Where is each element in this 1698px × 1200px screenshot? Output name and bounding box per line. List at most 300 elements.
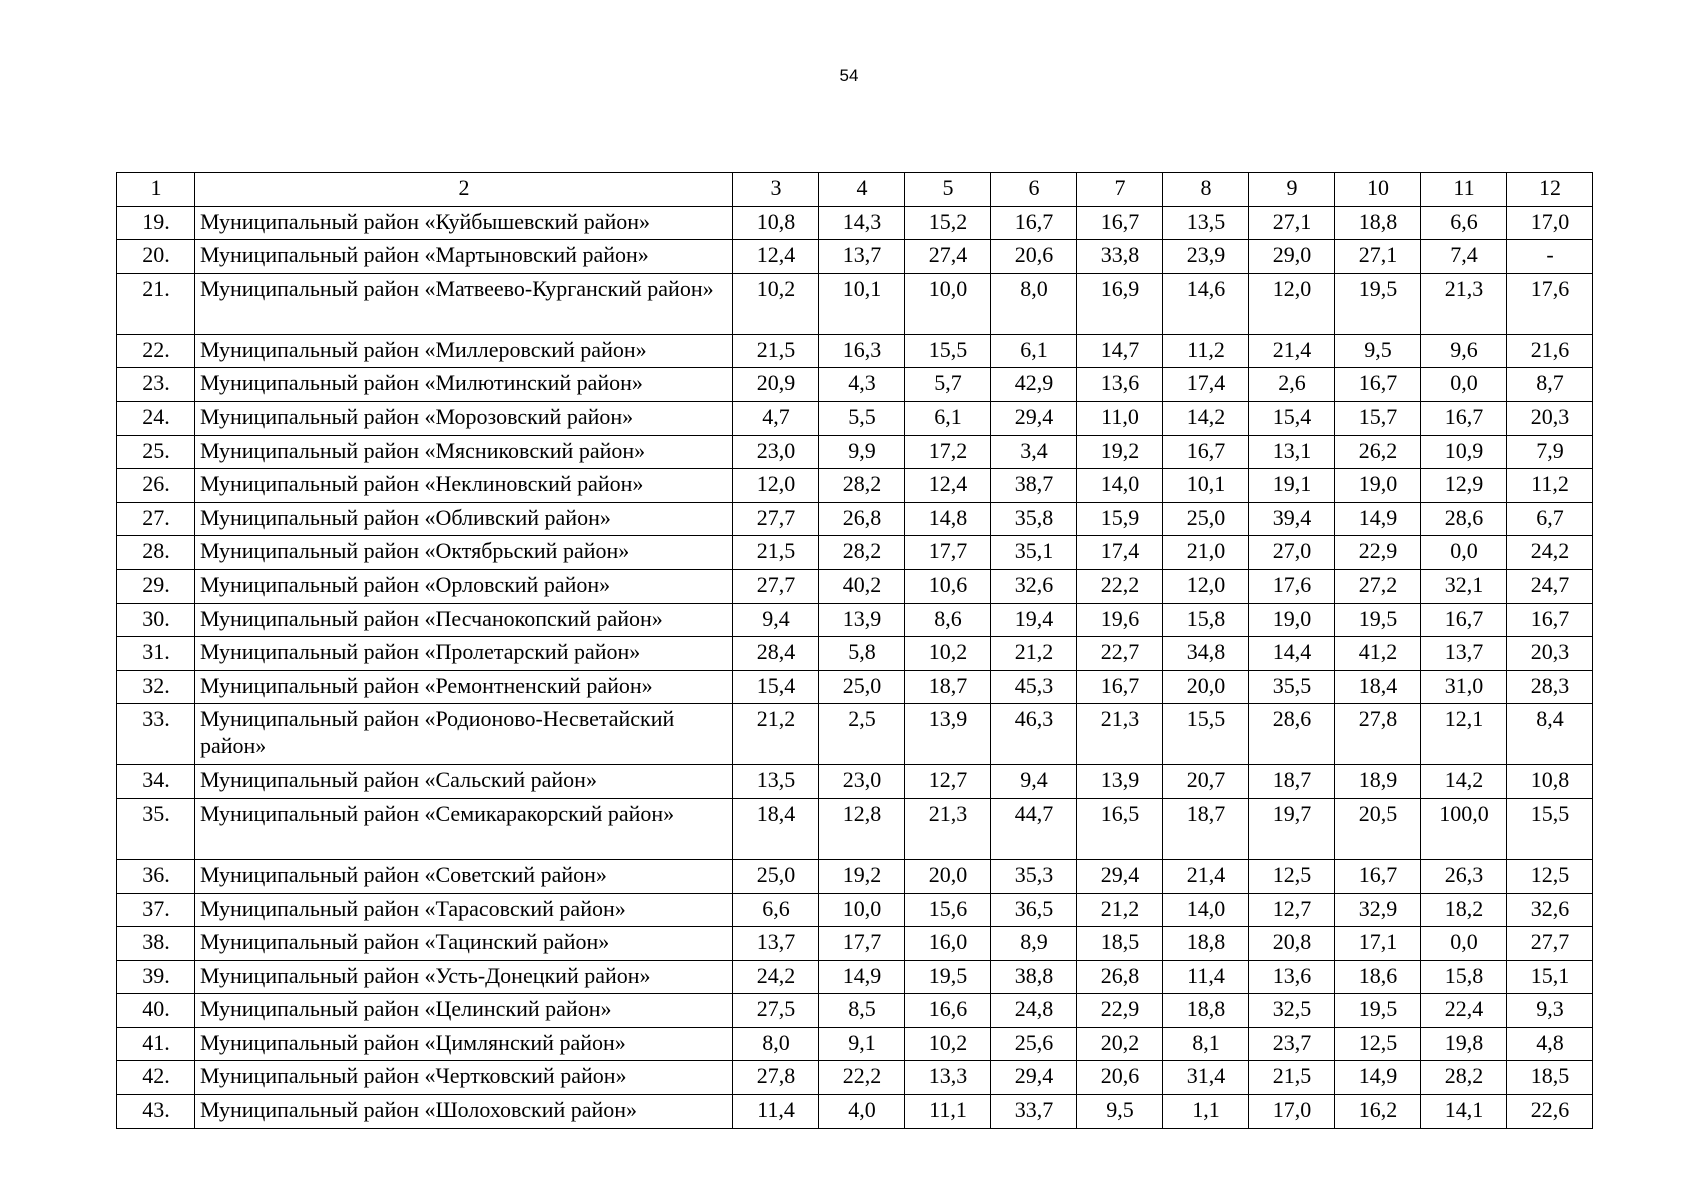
value-cell: 15,7 xyxy=(1335,401,1421,435)
value-cell: 14,6 xyxy=(1163,273,1249,334)
value-cell: 6,1 xyxy=(991,334,1077,368)
value-cell: 10,8 xyxy=(733,206,819,240)
column-header: 3 xyxy=(733,173,819,207)
value-cell: 27,7 xyxy=(1507,927,1593,961)
district-name: Муниципальный район «Куйбышевский район» xyxy=(195,206,733,240)
value-cell: 12,0 xyxy=(733,469,819,503)
value-cell: 12,0 xyxy=(1163,569,1249,603)
value-cell: 26,8 xyxy=(1077,960,1163,994)
table-row xyxy=(117,637,1593,671)
value-cell: 16,2 xyxy=(1335,1095,1421,1129)
value-cell: 16,7 xyxy=(1077,206,1163,240)
value-cell: 13,1 xyxy=(1249,435,1335,469)
value-cell: 28,4 xyxy=(733,637,819,671)
district-name: Муниципальный район «Чертковский район» xyxy=(195,1061,733,1095)
table-row xyxy=(117,502,1593,536)
row-number: 36. xyxy=(117,859,195,893)
table-row xyxy=(117,670,1593,704)
value-cell: 35,3 xyxy=(991,859,1077,893)
value-cell: 19,7 xyxy=(1249,798,1335,859)
value-cell: 2,6 xyxy=(1249,368,1335,402)
value-cell: 12,4 xyxy=(905,469,991,503)
value-cell: 41,2 xyxy=(1335,637,1421,671)
value-cell: 13,6 xyxy=(1077,368,1163,402)
value-cell: 46,3 xyxy=(991,704,1077,765)
row-number: 34. xyxy=(117,765,195,799)
value-cell: 20,2 xyxy=(1077,1027,1163,1061)
row-number: 25. xyxy=(117,435,195,469)
value-cell: 29,4 xyxy=(991,1061,1077,1095)
value-cell: 15,4 xyxy=(1249,401,1335,435)
value-cell: 25,6 xyxy=(991,1027,1077,1061)
district-name: Муниципальный район «Обливский район» xyxy=(195,502,733,536)
value-cell: 7,9 xyxy=(1507,435,1593,469)
table-body xyxy=(117,206,1593,1128)
value-cell: 16,7 xyxy=(1507,603,1593,637)
table-row xyxy=(117,960,1593,994)
value-cell: 14,0 xyxy=(1077,469,1163,503)
value-cell: 10,1 xyxy=(1163,469,1249,503)
value-cell: 13,9 xyxy=(905,704,991,765)
value-cell: 17,6 xyxy=(1507,273,1593,334)
district-name: Муниципальный район «Мартыновский район» xyxy=(195,240,733,274)
value-cell: 15,5 xyxy=(1163,704,1249,765)
value-cell: 9,4 xyxy=(991,765,1077,799)
row-number: 31. xyxy=(117,637,195,671)
value-cell: 2,5 xyxy=(819,704,905,765)
table-row xyxy=(117,893,1593,927)
table-row xyxy=(117,798,1593,859)
value-cell: 20,5 xyxy=(1335,798,1421,859)
district-name: Муниципальный район «Милютинский район» xyxy=(195,368,733,402)
value-cell: 14,0 xyxy=(1163,893,1249,927)
district-name: Муниципальный район «Октябрьский район» xyxy=(195,536,733,570)
value-cell: 45,3 xyxy=(991,670,1077,704)
value-cell: 10,2 xyxy=(905,1027,991,1061)
row-number: 30. xyxy=(117,603,195,637)
value-cell: 9,6 xyxy=(1421,334,1507,368)
value-cell: 17,7 xyxy=(905,536,991,570)
district-name: Муниципальный район «Шолоховский район» xyxy=(195,1095,733,1129)
district-name: Муниципальный район «Орловский район» xyxy=(195,569,733,603)
value-cell: 11,4 xyxy=(733,1095,819,1129)
value-cell: 25,0 xyxy=(819,670,905,704)
value-cell: 13,7 xyxy=(819,240,905,274)
value-cell: 14,2 xyxy=(1421,765,1507,799)
value-cell: 22,7 xyxy=(1077,637,1163,671)
value-cell: 18,5 xyxy=(1507,1061,1593,1095)
table-row xyxy=(117,273,1593,334)
value-cell: 20,6 xyxy=(991,240,1077,274)
row-number: 32. xyxy=(117,670,195,704)
value-cell: 18,8 xyxy=(1335,206,1421,240)
table-row xyxy=(117,240,1593,274)
value-cell: 29,4 xyxy=(991,401,1077,435)
value-cell: 34,8 xyxy=(1163,637,1249,671)
column-header: 1 xyxy=(117,173,195,207)
value-cell: 20,0 xyxy=(1163,670,1249,704)
value-cell: 21,6 xyxy=(1507,334,1593,368)
value-cell: 27,7 xyxy=(733,569,819,603)
value-cell: 6,7 xyxy=(1507,502,1593,536)
district-name: Муниципальный район «Тарасовский район» xyxy=(195,893,733,927)
value-cell: 16,9 xyxy=(1077,273,1163,334)
column-header: 11 xyxy=(1421,173,1507,207)
value-cell: 20,3 xyxy=(1507,401,1593,435)
value-cell: 22,4 xyxy=(1421,994,1507,1028)
value-cell: 11,1 xyxy=(905,1095,991,1129)
value-cell: 1,1 xyxy=(1163,1095,1249,1129)
row-number: 26. xyxy=(117,469,195,503)
value-cell: 12,9 xyxy=(1421,469,1507,503)
value-cell: 21,5 xyxy=(733,334,819,368)
value-cell: 22,9 xyxy=(1077,994,1163,1028)
value-cell: 13,3 xyxy=(905,1061,991,1095)
table-row xyxy=(117,569,1593,603)
value-cell: 4,7 xyxy=(733,401,819,435)
column-header: 8 xyxy=(1163,173,1249,207)
value-cell: 19,0 xyxy=(1249,603,1335,637)
value-cell: 14,9 xyxy=(1335,502,1421,536)
value-cell: 27,1 xyxy=(1249,206,1335,240)
value-cell: 15,4 xyxy=(733,670,819,704)
value-cell: 17,2 xyxy=(905,435,991,469)
row-number: 21. xyxy=(117,273,195,334)
value-cell: 8,0 xyxy=(733,1027,819,1061)
row-number: 37. xyxy=(117,893,195,927)
value-cell: 16,7 xyxy=(1421,603,1507,637)
column-header: 10 xyxy=(1335,173,1421,207)
table-row xyxy=(117,927,1593,961)
value-cell: 21,5 xyxy=(733,536,819,570)
value-cell: 29,0 xyxy=(1249,240,1335,274)
value-cell: 26,2 xyxy=(1335,435,1421,469)
value-cell: 5,7 xyxy=(905,368,991,402)
row-number: 29. xyxy=(117,569,195,603)
row-number: 28. xyxy=(117,536,195,570)
value-cell: 0,0 xyxy=(1421,368,1507,402)
district-name: Муниципальный район «Неклиновский район» xyxy=(195,469,733,503)
value-cell: 25,0 xyxy=(1163,502,1249,536)
value-cell: 10,1 xyxy=(819,273,905,334)
value-cell: 29,4 xyxy=(1077,859,1163,893)
value-cell: 17,0 xyxy=(1507,206,1593,240)
column-header: 5 xyxy=(905,173,991,207)
value-cell: 28,6 xyxy=(1421,502,1507,536)
value-cell: 5,5 xyxy=(819,401,905,435)
value-cell: 4,0 xyxy=(819,1095,905,1129)
value-cell: 20,3 xyxy=(1507,637,1593,671)
value-cell: 9,1 xyxy=(819,1027,905,1061)
column-header: 2 xyxy=(195,173,733,207)
row-number: 39. xyxy=(117,960,195,994)
value-cell: 16,7 xyxy=(1077,670,1163,704)
value-cell: 24,2 xyxy=(1507,536,1593,570)
value-cell: 13,6 xyxy=(1249,960,1335,994)
value-cell: 11,2 xyxy=(1163,334,1249,368)
value-cell: 21,3 xyxy=(1077,704,1163,765)
value-cell: 27,0 xyxy=(1249,536,1335,570)
value-cell: 36,5 xyxy=(991,893,1077,927)
value-cell: 0,0 xyxy=(1421,536,1507,570)
value-cell: 19,1 xyxy=(1249,469,1335,503)
row-number: 27. xyxy=(117,502,195,536)
value-cell: 32,6 xyxy=(991,569,1077,603)
value-cell: 20,0 xyxy=(905,859,991,893)
row-number: 41. xyxy=(117,1027,195,1061)
value-cell: 18,6 xyxy=(1335,960,1421,994)
value-cell: 19,4 xyxy=(991,603,1077,637)
value-cell: 12,5 xyxy=(1249,859,1335,893)
row-number: 23. xyxy=(117,368,195,402)
value-cell: 31,0 xyxy=(1421,670,1507,704)
value-cell: 16,7 xyxy=(991,206,1077,240)
value-cell: 17,1 xyxy=(1335,927,1421,961)
row-number: 33. xyxy=(117,704,195,765)
value-cell: 20,8 xyxy=(1249,927,1335,961)
value-cell: 11,4 xyxy=(1163,960,1249,994)
value-cell: 32,9 xyxy=(1335,893,1421,927)
value-cell: 28,3 xyxy=(1507,670,1593,704)
column-header: 7 xyxy=(1077,173,1163,207)
value-cell: 16,7 xyxy=(1335,859,1421,893)
value-cell: 35,5 xyxy=(1249,670,1335,704)
value-cell: 44,7 xyxy=(991,798,1077,859)
district-name: Муниципальный район «Семикаракорский район» xyxy=(195,798,733,859)
table-row xyxy=(117,603,1593,637)
value-cell: 39,4 xyxy=(1249,502,1335,536)
value-cell: 27,7 xyxy=(733,502,819,536)
value-cell: 17,4 xyxy=(1077,536,1163,570)
value-cell: 19,5 xyxy=(1335,273,1421,334)
value-cell: 6,6 xyxy=(733,893,819,927)
table-row xyxy=(117,469,1593,503)
value-cell: 19,6 xyxy=(1077,603,1163,637)
value-cell: 33,7 xyxy=(991,1095,1077,1129)
value-cell: 7,4 xyxy=(1421,240,1507,274)
value-cell: 12,1 xyxy=(1421,704,1507,765)
value-cell: 32,1 xyxy=(1421,569,1507,603)
value-cell: 40,2 xyxy=(819,569,905,603)
row-number: 43. xyxy=(117,1095,195,1129)
value-cell: 19,0 xyxy=(1335,469,1421,503)
column-header: 12 xyxy=(1507,173,1593,207)
value-cell: 0,0 xyxy=(1421,927,1507,961)
value-cell: 22,9 xyxy=(1335,536,1421,570)
value-cell: 19,8 xyxy=(1421,1027,1507,1061)
district-name: Муниципальный район «Усть-Донецкий район» xyxy=(195,960,733,994)
value-cell: 3,4 xyxy=(991,435,1077,469)
value-cell: 18,4 xyxy=(1335,670,1421,704)
value-cell: 10,9 xyxy=(1421,435,1507,469)
value-cell: 23,0 xyxy=(819,765,905,799)
value-cell: 8,1 xyxy=(1163,1027,1249,1061)
value-cell: 32,5 xyxy=(1249,994,1335,1028)
page-number: 54 xyxy=(839,66,859,85)
value-cell: 22,6 xyxy=(1507,1095,1593,1129)
value-cell: 15,6 xyxy=(905,893,991,927)
value-cell: 12,0 xyxy=(1249,273,1335,334)
value-cell: 27,4 xyxy=(905,240,991,274)
value-cell: 18,4 xyxy=(733,798,819,859)
value-cell: 27,8 xyxy=(1335,704,1421,765)
header-row xyxy=(117,173,1593,207)
value-cell: 17,6 xyxy=(1249,569,1335,603)
district-name: Муниципальный район «Тацинский район» xyxy=(195,927,733,961)
value-cell: 12,5 xyxy=(1507,859,1593,893)
value-cell: 22,2 xyxy=(1077,569,1163,603)
value-cell: 27,2 xyxy=(1335,569,1421,603)
value-cell: 12,7 xyxy=(905,765,991,799)
value-cell: 13,7 xyxy=(733,927,819,961)
value-cell: 16,6 xyxy=(905,994,991,1028)
value-cell: 19,2 xyxy=(1077,435,1163,469)
value-cell: 20,7 xyxy=(1163,765,1249,799)
value-cell: 18,5 xyxy=(1077,927,1163,961)
value-cell: 15,9 xyxy=(1077,502,1163,536)
value-cell: 14,8 xyxy=(905,502,991,536)
value-cell: 12,5 xyxy=(1335,1027,1421,1061)
value-cell: 14,4 xyxy=(1249,637,1335,671)
table-row xyxy=(117,435,1593,469)
value-cell: 10,8 xyxy=(1507,765,1593,799)
value-cell: 21,5 xyxy=(1249,1061,1335,1095)
value-cell: 23,0 xyxy=(733,435,819,469)
value-cell: 28,2 xyxy=(1421,1061,1507,1095)
value-cell: 14,2 xyxy=(1163,401,1249,435)
table-row xyxy=(117,704,1593,765)
value-cell: 11,2 xyxy=(1507,469,1593,503)
value-cell: 38,7 xyxy=(991,469,1077,503)
value-cell: 27,8 xyxy=(733,1061,819,1095)
value-cell: 16,7 xyxy=(1163,435,1249,469)
row-number: 40. xyxy=(117,994,195,1028)
district-name: Муниципальный район «Советский район» xyxy=(195,859,733,893)
table-row xyxy=(117,765,1593,799)
value-cell: 42,9 xyxy=(991,368,1077,402)
column-header: 9 xyxy=(1249,173,1335,207)
table-row xyxy=(117,206,1593,240)
value-cell: 38,8 xyxy=(991,960,1077,994)
value-cell: 13,7 xyxy=(1421,637,1507,671)
value-cell: 8,6 xyxy=(905,603,991,637)
value-cell: 10,0 xyxy=(819,893,905,927)
value-cell: 17,0 xyxy=(1249,1095,1335,1129)
value-cell: 8,9 xyxy=(991,927,1077,961)
value-cell: - xyxy=(1507,240,1593,274)
value-cell: 33,8 xyxy=(1077,240,1163,274)
district-name: Муниципальный район «Ремонтненский район» xyxy=(195,670,733,704)
table-row xyxy=(117,994,1593,1028)
district-name: Муниципальный район «Сальский район» xyxy=(195,765,733,799)
value-cell: 18,7 xyxy=(1163,798,1249,859)
value-cell: 21,3 xyxy=(905,798,991,859)
column-header: 6 xyxy=(991,173,1077,207)
value-cell: 9,5 xyxy=(1077,1095,1163,1129)
district-name: Муниципальный район «Мясниковский район» xyxy=(195,435,733,469)
table-row xyxy=(117,536,1593,570)
value-cell: 10,2 xyxy=(733,273,819,334)
value-cell: 24,2 xyxy=(733,960,819,994)
value-cell: 13,9 xyxy=(819,603,905,637)
value-cell: 27,5 xyxy=(733,994,819,1028)
value-cell: 19,5 xyxy=(905,960,991,994)
value-cell: 12,8 xyxy=(819,798,905,859)
value-cell: 16,5 xyxy=(1077,798,1163,859)
value-cell: 24,7 xyxy=(1507,569,1593,603)
value-cell: 20,6 xyxy=(1077,1061,1163,1095)
value-cell: 14,9 xyxy=(1335,1061,1421,1095)
value-cell: 15,5 xyxy=(905,334,991,368)
data-table xyxy=(116,172,1593,1129)
value-cell: 14,9 xyxy=(819,960,905,994)
value-cell: 12,4 xyxy=(733,240,819,274)
value-cell: 5,8 xyxy=(819,637,905,671)
value-cell: 21,3 xyxy=(1421,273,1507,334)
value-cell: 10,2 xyxy=(905,637,991,671)
value-cell: 26,3 xyxy=(1421,859,1507,893)
district-name: Муниципальный район «Матвеево-Курганский район» xyxy=(195,273,733,334)
table-row xyxy=(117,1061,1593,1095)
table-row xyxy=(117,1027,1593,1061)
district-name: Муниципальный район «Родионово-Несветайский район» xyxy=(195,704,733,765)
value-cell: 12,7 xyxy=(1249,893,1335,927)
value-cell: 16,3 xyxy=(819,334,905,368)
value-cell: 18,8 xyxy=(1163,994,1249,1028)
row-number: 42. xyxy=(117,1061,195,1095)
value-cell: 16,7 xyxy=(1335,368,1421,402)
value-cell: 14,1 xyxy=(1421,1095,1507,1129)
value-cell: 6,6 xyxy=(1421,206,1507,240)
value-cell: 35,1 xyxy=(991,536,1077,570)
value-cell: 6,1 xyxy=(905,401,991,435)
value-cell: 13,5 xyxy=(1163,206,1249,240)
value-cell: 9,5 xyxy=(1335,334,1421,368)
value-cell: 15,5 xyxy=(1507,798,1593,859)
value-cell: 28,6 xyxy=(1249,704,1335,765)
value-cell: 28,2 xyxy=(819,469,905,503)
value-cell: 18,7 xyxy=(905,670,991,704)
district-name: Муниципальный район «Пролетарский район» xyxy=(195,637,733,671)
value-cell: 9,3 xyxy=(1507,994,1593,1028)
value-cell: 21,0 xyxy=(1163,536,1249,570)
row-number: 35. xyxy=(117,798,195,859)
district-name: Муниципальный район «Миллеровский район» xyxy=(195,334,733,368)
value-cell: 17,4 xyxy=(1163,368,1249,402)
value-cell: 22,2 xyxy=(819,1061,905,1095)
value-cell: 35,8 xyxy=(991,502,1077,536)
value-cell: 27,1 xyxy=(1335,240,1421,274)
value-cell: 13,5 xyxy=(733,765,819,799)
value-cell: 4,8 xyxy=(1507,1027,1593,1061)
value-cell: 10,6 xyxy=(905,569,991,603)
value-cell: 14,3 xyxy=(819,206,905,240)
value-cell: 25,0 xyxy=(733,859,819,893)
row-number: 19. xyxy=(117,206,195,240)
value-cell: 8,0 xyxy=(991,273,1077,334)
value-cell: 16,0 xyxy=(905,927,991,961)
table-row xyxy=(117,334,1593,368)
value-cell: 21,2 xyxy=(1077,893,1163,927)
value-cell: 15,8 xyxy=(1163,603,1249,637)
value-cell: 18,9 xyxy=(1335,765,1421,799)
row-number: 20. xyxy=(117,240,195,274)
column-header: 4 xyxy=(819,173,905,207)
value-cell: 8,4 xyxy=(1507,704,1593,765)
value-cell: 23,9 xyxy=(1163,240,1249,274)
table-row xyxy=(117,859,1593,893)
value-cell: 19,2 xyxy=(819,859,905,893)
